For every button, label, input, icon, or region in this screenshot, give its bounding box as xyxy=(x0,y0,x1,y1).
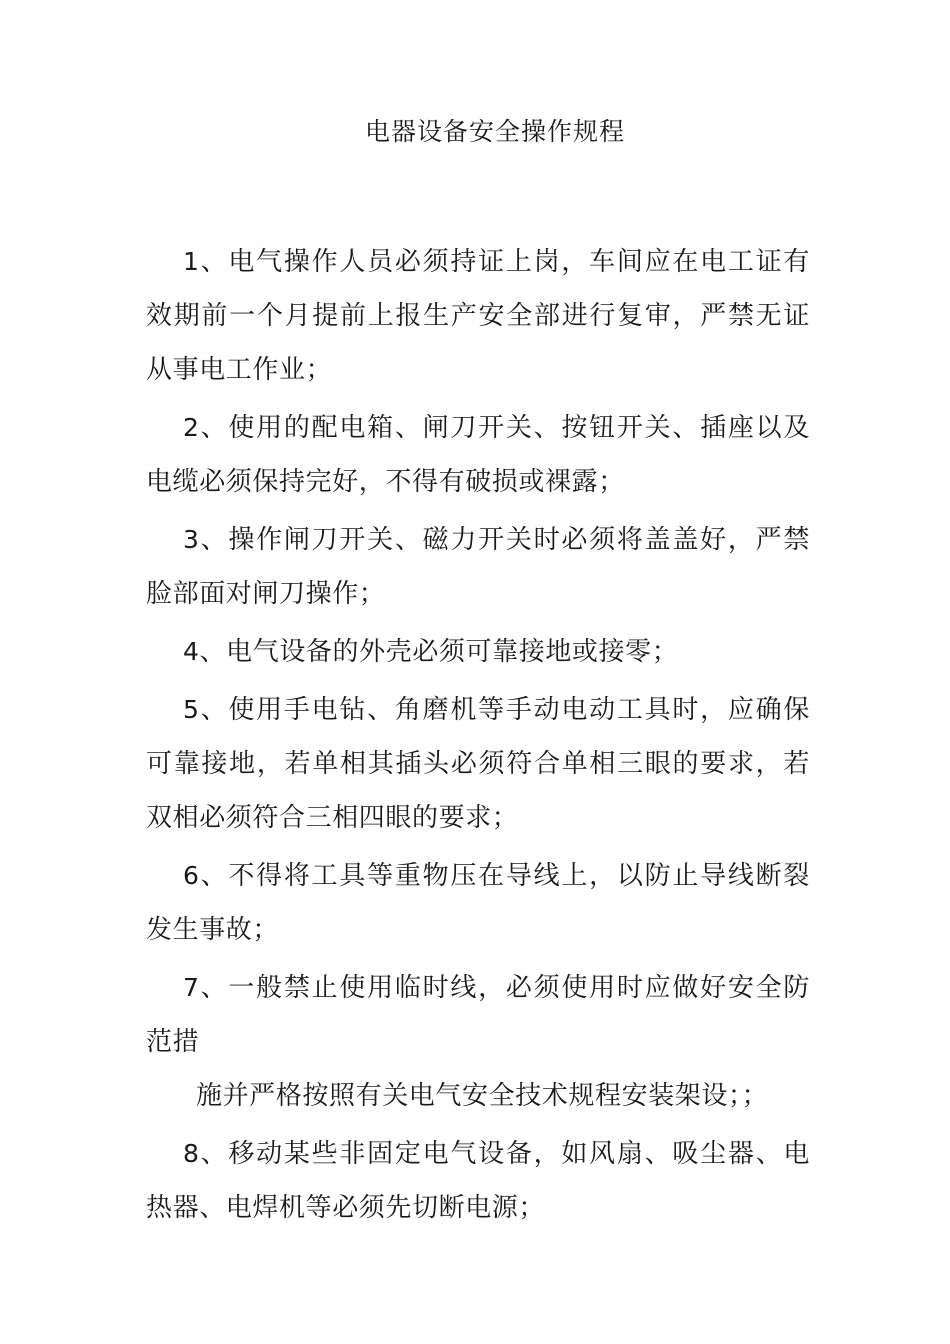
rule-text: 不得将工具等重物压在导线上，以防止导线断裂发生事故； xyxy=(146,861,810,945)
document-title: 电器设备安全操作规程 xyxy=(364,117,625,146)
rule-text: 一般禁止使用临时线，必须使用时应做好安全防范措 xyxy=(146,973,810,1057)
rule-text: 电气操作人员必须持证上岗，车间应在电工证有效期前一个月提前上报生产安全部进行复审，严禁无证从事电工作业； xyxy=(146,247,810,385)
rule-separator: 、 xyxy=(199,1139,229,1169)
rule-separator: 、 xyxy=(199,973,229,1003)
rule-text: 电气设备的外壳必须可靠接地或接零； xyxy=(226,637,679,667)
rule-separator: 、 xyxy=(199,637,227,667)
rule-separator: 、 xyxy=(199,247,229,277)
rule-text: 操作闸刀开关、磁力开关时必须将盖盖好，严禁脸部面对闸刀操作； xyxy=(146,525,810,609)
rule-text: 移动某些非固定电气设备，如风扇、吸尘器、电热器、电焊机等必须先切断电源； xyxy=(146,1139,810,1223)
rule-number: 6 xyxy=(183,861,200,890)
rule-number: 7 xyxy=(183,973,200,1002)
rule-number: 2 xyxy=(183,413,200,442)
rule-item xyxy=(146,849,810,957)
rule-text: 使用手电钻、角磨机等手动电动工具时，应确保可靠接地，若单相其插头必须符合单相三眼的要求，若双相必须符合三相四眼的要求； xyxy=(146,695,810,833)
rule-number: 4 xyxy=(183,637,200,666)
rule-text: 使用的配电箱、闸刀开关、按钮开关、插座以及电缆必须保持完好，不得有破损或裸露； xyxy=(146,413,810,497)
rule-text-continuation: 施并严格按照有关电气安全技术规程安装架设；； xyxy=(196,1081,769,1111)
rule-item xyxy=(146,625,810,679)
rules-list xyxy=(146,235,810,1239)
rule-item xyxy=(146,401,810,509)
rule-item xyxy=(146,1127,810,1235)
rule-separator: 、 xyxy=(199,525,229,555)
rule-number: 8 xyxy=(183,1139,200,1168)
rule-number: 1 xyxy=(183,247,200,276)
rule-number: 5 xyxy=(183,695,200,724)
rule-item xyxy=(146,513,810,621)
rule-separator: 、 xyxy=(199,861,229,891)
rule-item xyxy=(146,683,810,845)
rule-separator: 、 xyxy=(199,413,229,443)
rule-number: 3 xyxy=(183,525,200,554)
rule-item xyxy=(146,235,810,397)
rule-item xyxy=(146,961,810,1123)
rule-separator: 、 xyxy=(199,695,229,725)
